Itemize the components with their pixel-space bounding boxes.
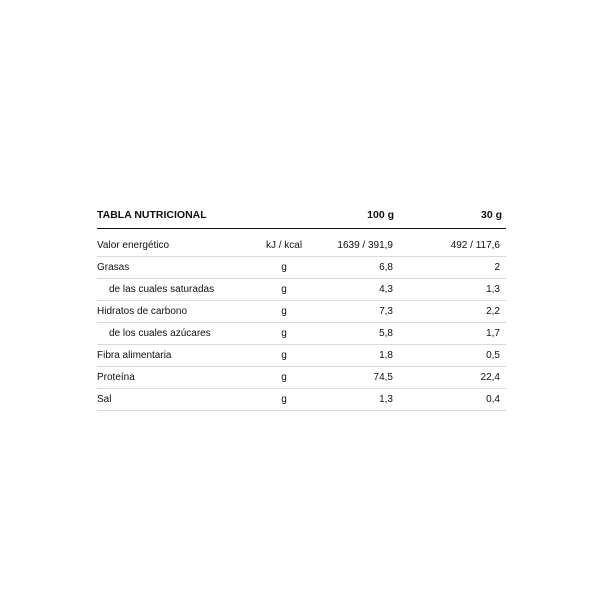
- value-per-30g: 492 / 117,6: [450, 240, 500, 251]
- value-per-30g: 22,4: [480, 372, 500, 383]
- nutrient-name: Grasas: [97, 262, 130, 273]
- value-per-100g: 6,8: [379, 262, 393, 273]
- value-per-30g: 0,4: [486, 394, 500, 405]
- nutrient-unit: g: [281, 306, 287, 317]
- value-per-100g: 1,8: [379, 350, 393, 361]
- table-row: [97, 345, 506, 367]
- column-header-30g: 30 g: [480, 209, 502, 221]
- nutrient-name: de los cuales azúcares: [109, 328, 211, 339]
- table-row: [97, 257, 506, 279]
- nutrient-unit: g: [281, 372, 287, 383]
- value-per-30g: 1,7: [486, 328, 500, 339]
- table-header: [97, 206, 506, 229]
- nutrient-name: de las cuales saturadas: [109, 284, 215, 295]
- value-per-30g: 0,5: [486, 350, 500, 361]
- nutrient-name: Proteína: [97, 372, 135, 383]
- nutrient-unit: kJ / kcal: [265, 240, 303, 251]
- value-per-30g: 2: [494, 262, 500, 273]
- table-row: [97, 279, 506, 301]
- value-per-100g: 5,8: [379, 328, 393, 339]
- nutrient-name: Hidratos de carbono: [97, 306, 188, 317]
- nutrient-unit: g: [281, 284, 287, 295]
- value-per-100g: 74,5: [373, 372, 393, 383]
- nutrient-name: Fibra alimentaria: [97, 350, 172, 361]
- table-row: [97, 367, 506, 389]
- value-per-100g: 7,3: [379, 306, 393, 317]
- table-row: [97, 389, 506, 411]
- nutrient-name: Sal: [97, 394, 112, 405]
- nutrition-table: [97, 206, 506, 411]
- nutrient-name: Valor energético: [97, 240, 170, 251]
- value-per-30g: 2,2: [486, 306, 500, 317]
- nutrient-unit: g: [281, 394, 287, 405]
- nutrient-unit: g: [281, 262, 287, 273]
- table-title: TABLA NUTRICIONAL: [97, 209, 207, 221]
- table-row: [97, 323, 506, 345]
- value-per-100g: 4,3: [379, 284, 393, 295]
- value-per-100g: 1,3: [379, 394, 393, 405]
- nutrient-unit: g: [281, 328, 287, 339]
- column-header-100g: 100 g: [367, 209, 394, 221]
- value-per-100g: 1639 / 391,9: [337, 240, 393, 251]
- table-row: [97, 301, 506, 323]
- value-per-30g: 1,3: [486, 284, 500, 295]
- nutrient-unit: g: [281, 350, 287, 361]
- table-row: [97, 235, 506, 257]
